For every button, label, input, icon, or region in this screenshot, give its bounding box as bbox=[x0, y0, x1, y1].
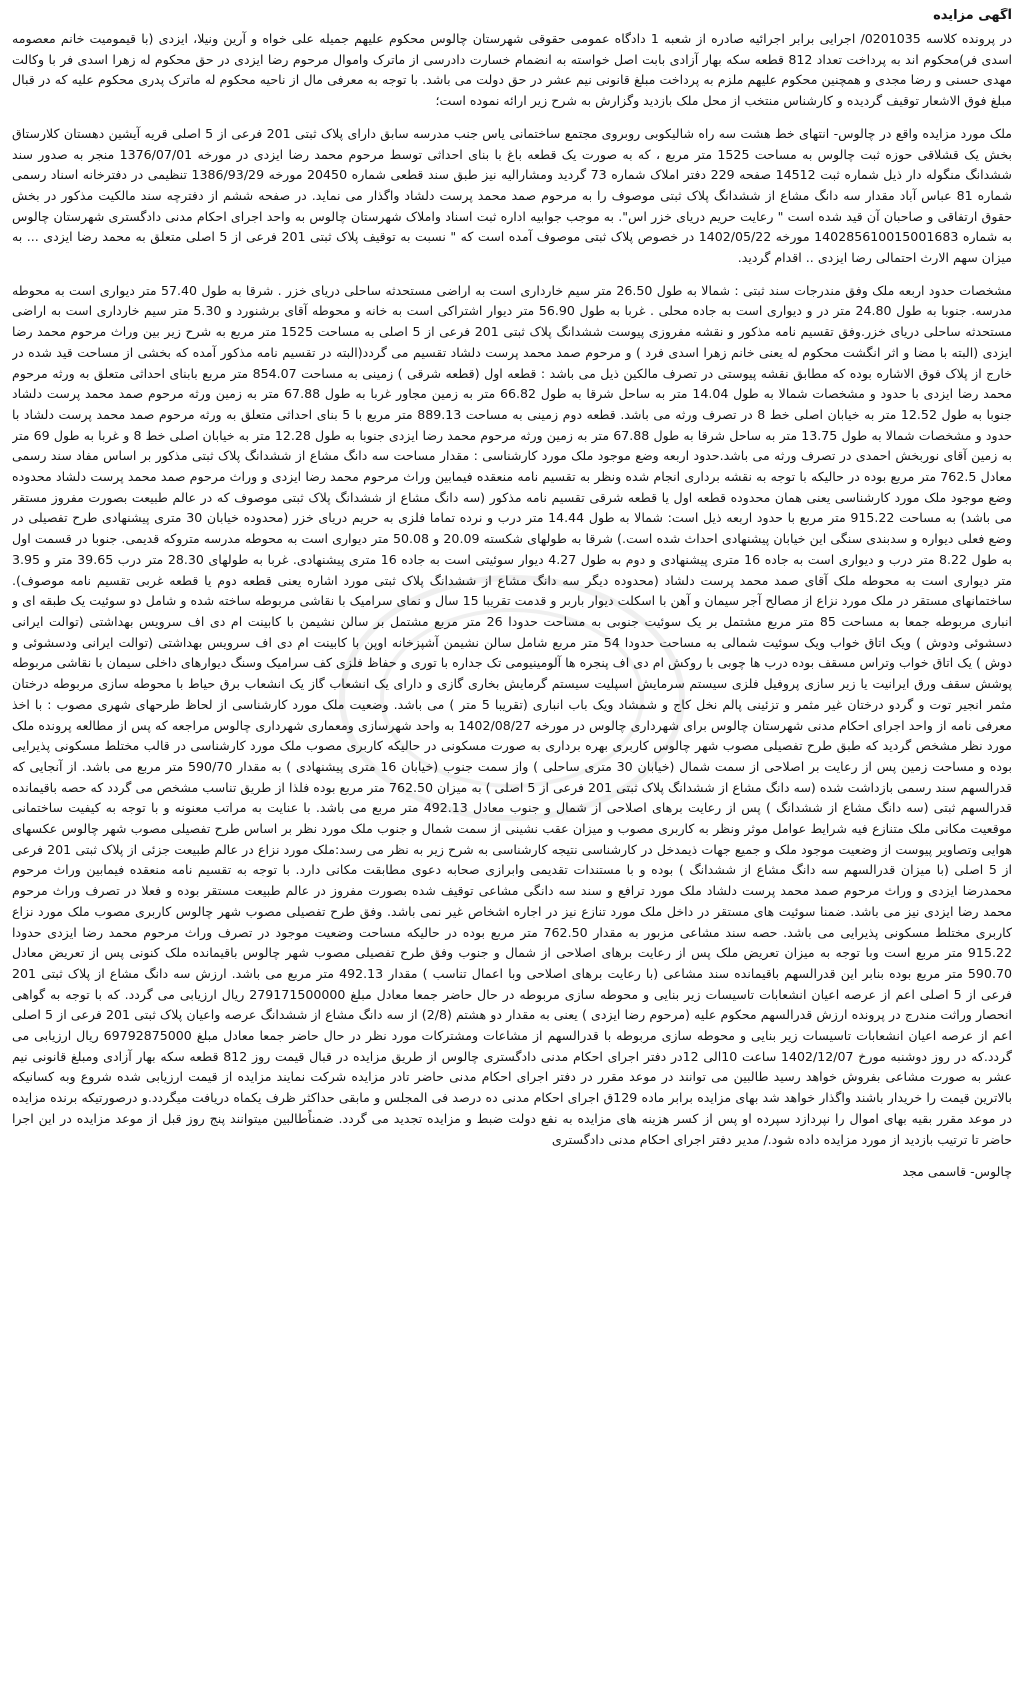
notice-paragraph-intro: در پرونده کلاسه 0201035/ اجرایی برابر اجرائیه صادره از شعبه 1 دادگاه عمومی حقوقی شهرستان چالوس محکوم علیهم جمیله علی خواه و آرین ونیلا، ایزدی (با قیمومیت خانم معصومه اسدی فر)محکوم اند به پرداخت تعداد 812 قطعه سکه بهار آزادی بابت اصل خواسته به انضمام خسارت دادرسی از ماترک واموال مرحوم رضا ایزدی در حق محکوم له زهرا اسدی فر با وکالت مهدی حسنی و رضا مجدی و همچنین محکوم علیهم ملزم به پرداخت مبلغ قانونی نیم عشر در حق دولت می باشد. با توجه به معرفی مال از ناحیه محکوم له ماترک پدری محکوم علیه که در قبال مبلغ فوق الاشعار توقیف گردیده و کارشناس منتخب از محل ملک بازدید وگزارش به شرح زیر ارائه نموده است؛ bbox=[12, 31, 1012, 109]
auction-notice bbox=[12, 8, 1012, 1681]
notice-signature: چالوس- قاسمی مجد bbox=[902, 1164, 1012, 1180]
notice-paragraph-details: مشخصات حدود اربعه ملک وفق مندرجات سند ثبتی : شمالا به طول 26.50 متر سیم خارداری است به اراضی مستحدثه ساحلی دریای خزر . شرقا به طول 57.40 متر دیواری است به محوطه مدرسه. جنوبا به طول 24.80 متر در و دیواری است به جاده محلی . غربا به طول 56.90 متر دیوار اشتراکی است به خانه و محوطه آقای برشنورد و 5.30 متر سیم خارداری است به اراضی مستحدثه ساحلی دریای خزر.وفق تقسیم نامه مذکور و نقشه مفروزی پیوست ششدانگ پلاک ثبتی 201 فرعی از 5 اصلی به مساحت 1525 متر مربع به شرح زیر بین وراث مرحوم محمد رضا ایزدی (البته با مضا و اثر انگشت محکوم له یعنی خانم زهرا اسدی فرد ) و مرحوم صمد محمد پرست دلشاد تقسیم می گردد(البته در تقسیم نامه مذکور آمده که بخشی از مساحت قید شده در خارج از پلاک فوق الاشاره بوده که مطابق نقشه پیوستی در تصرف مالکین ذیل می باشد : قطعه اول (قطعه شرقی ) زمینی به مساحت 854.07 متر مربع بابنای احداثی متعلق به ورثه مرحوم محمد رضا ایزدی با حدود و مشخصات شمالا به طول 14.04 متر به ساحل شرقا به طول 66.82 متر به زمین مجاور غربا به طول 67.88 متر به زمین ورثه مرحوم صمد محمد پرست دلشاد جنوبا به طول 12.52 متر به خیابان اصلی خط 8 در تصرف ورثه می باشد. قطعه دوم زمینی به مساحت 889.13 متر مربع با 5 بنای احداثی متعلق به ورثه مرحوم صمد محمد پرست دلشاد با حدود و مشخصات شمالا به طول 13.75 متر به ساحل شرقا به طول 67.88 متر به زمین ورثه مرحوم محمد رضا ایزدی جنوبا به طول 12.28 متر به خیابان اصلی خط 8 و غربا به طول 69 متر به زمین آقای نوربخش احمدی در تصرف ورثه می باشد.حدود اربعه وضع موجود ملک مورد کارشناسی : مقدار مساحت سه دانگ مشاع از ششدانگ پلاک ثبتی مذکور بر اساس مفاد سند رسمی معادل 762.5 متر مربع بوده در حالیکه با توجه به نقشه برداری انجام شده ونظر به تقسیم نامه منعقده فیمابین وراث مرحوم محمد رضا ایزدی و وراث مرحوم صمد محمد پرست دلشاد محدوده وضع موجود ملک مورد کارشناسی یعنی همان محدوده قطعه اول یا قطعه شرقی تقسیم نامه مذکور (سه دانگ مشاع از ششدانگ پلاک ثبتی موصوف که در عالم طبیعت بصورت مفروز مستقر می باشد) به مساحت 915.22 متر مربع با حدود اربعه ذیل است: شمالا به طول 14.44 متر درب و نرده تماما فلزی به حریم دریای خزر (محدوده خیابان 30 متری پیشنهادی طرح تفصیلی در وضع فعلی دیواره و سدبندی سنگی این خیابان پیشنهادی احداث شده است.) شرقا به طولهای شکسته 20.09 و 50.08 متر دیواری است به محوطه مدرسه متروکه قدیمی. جنوبا در قسمت اول به طول 8.22 متر درب و دیواری است به جاده 16 متری پیشنهادی و دوم به طول 4.27 دیوار سوئیتی است به جاده 16 متری پیشنهادی. غربا به طولهای 28.30 متر درب 39.65 متر و 3.95 متر دیواری است به محوطه ملک آقای صمد محمد پرست دلشاد (محدوده دیگر سه دانگ مشاع از ششدانگ پلاک ثبتی مورد اشاره یعنی قطعه دوم یا قطعه غربی تقسیم نامه موصوف). ساختمانهای مستقر در ملک مورد نزاع از مصالح آجر سیمان و آهن با اسکلت دیوار باربر و قدمت تقریبا 15 سال و نمای سرامیک با نقاشی مربوطه ساخته شده و شامل دو سوئیت یک طبقه ای و انباری مربوطه جمعا به مساحت 85 متر مربع مشتمل بر یک سوئیت جنوبی به مساحت حدودا 26 متر مربع مشتمل بر سالن نشیمن با کابینت ام دی اف سرویس بهداشتی (توالت ایرانی دسشوئی ودوش ) ویک اتاق خواب ویک سوئیت شمالی به مساحت حدودا 54 متر مربع شامل سالن نشیمن آشپزخانه اوپن با کابینت ام دی اف سرویس بهداشتی (توالت ایرانی ودسشوئی و دوش ) یک اتاق خواب وتراس مسقف بوده درب ها چوبی با روکش ام دی اف پنجره ها آلومینیومی تک جداره با توری و حفاظ فلزی کف سرامیک وسنگ دیوارهای داخلی سیمان با نقاشی مربوطه پوشش سقف ورق ایرانیت یا زیر سازی پروفیل فلزی سیستم سرمایش اسپلیت سیستم گرمایش بخاری گازی و دارای یک انشعاب گاز یک انشعاب برق حیاط با محوطه سازی مربوطه درختان مثمر انجیر توت و گردو درختان غیر مثمر و تزئینی پالم نخل کاج و شمشاد ویک باب انباری (تقریبا 5 متر ) می باشد. وضعیت ملک مورد کارشناسی از لحاظ طرحهای شهری مصوب : با اخذ معرفی نامه از واحد اجرای احکام مدنی شهرستان چالوس برای شهرداری چالوس در مورخه 1402/08/27 به واحد شهرسازی ومعماری شهرداری چالوس مراجعه که پس از مطالعه پرونده ملک مورد نظر مشخص گردید که طبق طرح تفصیلی مصوب شهر چالوس کاربری بهره برداری به صورت مسکونی در حالیکه کاربری مصوب ملک مورد کارشناسی در قالب مختلط مسکونی پذیرایی بوده و مساحت زمین پس از رعایت بر اصلاحی از سمت شمال (خیابان 30 متری ساحلی ) واز سمت جنوب (خیابان 16 متری پیشنهادی ) به مقدار 590/70 متر مربع می باشد. از آنجایی که قدرالسهم سند رسمی بازداشت شده (سه دانگ مشاع از ششدانگ پلاک ثبتی 201 فرعی از 5 اصلی ) به میزان 762.50 متر مربع بوده فلذا از طریق تناسب مشخص می گردد که حصه باقیمانده قدرالسهم ثبتی (سه دانگ مشاع از ششدانگ ) پس از رعایت برهای اصلاحی از شمال و جنوب معادل 492.13 متر مربع می باشد. با عنایت به مراتب معنونه و با توجه به کیفیت ساختمانی موقعیت مکانی ملک متنازع فیه شرایط عوامل موثر ونظر به کاربری مصوب و میزان عقب نشینی از سمت شمال و جنوب ملک مورد نظر بر اساس طرح تفصیلی مصوب شهر چالوس عکسهای هوایی وتصاویر پیوست از وضعیت موجود ملک و جمیع جهات ذیمدخل در کارشناسی نتیجه کارشناسی به شرح زیر به نظر می رسد:ملک مورد نزاع در عالم طبیعت جزئی از پلاک ثبتی 201 فرعی از 5 اصلی (با میزان قدرالسهم سه دانگ مشاع از ششدانگ ) بوده و با مستندات تقدیمی وابرازی صحابه دعوی مطابقت مکانی دارد. با توجه به تقسیم نامه منعقده فیمابین وراث مرحوم محمدرضا ایزدی و وراث مرحوم صمد محمد پرست دلشاد ملک مورد ترافع و سند سه دانگی مشاعی توقیف شده بصورت مفروز در عالم طبیعت مستقر بوده و فعلا در تصرف وراث مرحوم محمد رضا ایزدی نیز می باشد. ضمنا سوئیت های مستقر در داخل ملک مورد تنازع نیز در اجاره اشخاص غیر نمی باشد. وفق طرح تفصیلی مصوب شهر چالوس کاربری مصوب ملک مورد نزاع کاربری مختلط مسکونی پذیرایی می باشد. حصه سند مشاعی مزبور به مقدار 762.50 متر مربع بوده در حالیکه مساحت وضعیت موجود در تصرف وراث مرحوم محمد رضا ایزدی حدودا 915.22 متر مربع است وبا توجه به میزان تعریض ملک پس از رعایت برهای اصلاحی از شمال و جنوب وفق طرح تفصیلی مصوب شهر چالوس باقیمانده ملک کنونی پس از تعریض معادل 590.70 متر مربع بوده بنابر این قدرالسهم باقیمانده سند مشاعی (با رعایت برهای اصلاحی وبا اعمال تناسب ) مقدار 492.13 متر مربع می باشد. ارزش سه دانگ مشاع از پلاک ثبتی 201 فرعی از 5 اصلی اعم از عرصه اعیان انشعابات تاسیسات زیر بنایی و محوطه سازی مربوطه در حال حاضر جمعا معادل مبلغ 279171500000 ریال ارزیابی می گردد. که با توجه به گواهی انحصار وراثت مندرج در پرونده ارزش قدرالسهم محکوم علیه (مرحوم رضا ایزدی ) یعنی به مقدار دو هشتم (2/8) از سه دانگ مشاع از ششدانگ عرصه واعیان پلاک ثبتی 201 فرعی از 5 اصلی اعم از عرصه اعیان انشعابات تاسیسات زیر بنایی و محوطه سازی مربوطه با قدرالسهم از مشاعات ومشترکات مورد نظر در حال حاضر جمعا معادل مبلغ 69792875000 ریال ارزیابی می گردد.که در روز دوشنبه مورخ 1402/12/07 ساعت 10الی 12در دفتر اجرای احکام مدنی دادگستری چالوس از طریق مزایده در قبال قیمت روز 812 قطعه سکه بهار آزادی ومبلغ قانونی نیم عشر به صورت مشاعی بفروش خواهد رسید طالبین می توانند در موعد مقرر در دفتر اجرای احکام مدنی حاضر تادر مزایده شرکت نمایند مزایده از قیمت ارزیابی شده شروع وبه کسانیکه بالاترین قیمت را خریدار باشند واگذار خواهد شد بهای مزایده برابر ماده 129ق اجرای احکام مدنی ده درصد فی المجلس و مابقی حداکثر ظرف یکماه دریافت میگردد.و درصورتیکه برنده مزایده در موعد مقرر بقیه بهای اموال را نپردازد سپرده او پس از کسر هزینه های مزایده به نفع دولت ضبط و مزایده تجدید می گردد. ضمناًطالبین میتوانند پنج روز قبل از موعد مزایده در این اجرا حاضر تا ترتیب بازدید از مورد مزایده داده شود./ مدیر دفتر اجرای احکام مدنی دادگستری bbox=[12, 282, 1012, 1147]
notice-title: آگهی مزایده bbox=[933, 8, 1012, 23]
notice-paragraph-property: ملک مورد مزایده واقع در چالوس- انتهای خط هشت سه راه شالیکوبی روبروی مجتمع ساختمانی یاس جنب مدرسه سابق دارای پلاک ثبتی 201 فرعی از 5 اصلی قریه آیشین دهستان کلارستاق بخش یک قشلاقی حوزه ثبت چالوس به مساحت 1525 متر مربع ، که به صورت یک قطعه باغ با بنای احداثی توسط مرحوم محمد رضا ایزدی در مورخه 1376/07/01 منجر به صدور سند ششدانگ منگوله دار ذیل شماره ثبت 14512 صفحه 229 دفتر املاک شماره 73 گردید ومشارالیه نیز طبق سند قطعی شماره 20450 مورخه 1386/93/29 تنظیمی در دفترخانه اسناد رسمی شماره 81 عباس آباد مقدار سه دانگ مشاع از ششدانگ پلاک ثبتی موصوف را به مرحوم صمد محمد پرست دلشاد واگذار می نماید. در صفحه ششم از دفترچه سند مالکیت مذکور در بخش حقوق ارتفاقی و صاحبان آن قید شده است " رعایت حریم دریای خزر اس". به موجب جوابیه اداره ثبت اسناد واملاک شهرستان چالوس به واحد اجرای احکام مدنی دادگستری شهرستان چالوس به شماره 140285610015001683 مورخه 1402/05/22 در خصوص پلاک ثبتی موصوف آمده است که " نسبت به توقیف پلاک ثبتی 201 فرعی از 5 اصلی متعلق به محمد رضا ایزدی ... به میزان سهم الارث احتمالی رضا ایزدی .. اقدام گردید. bbox=[12, 125, 1012, 266]
